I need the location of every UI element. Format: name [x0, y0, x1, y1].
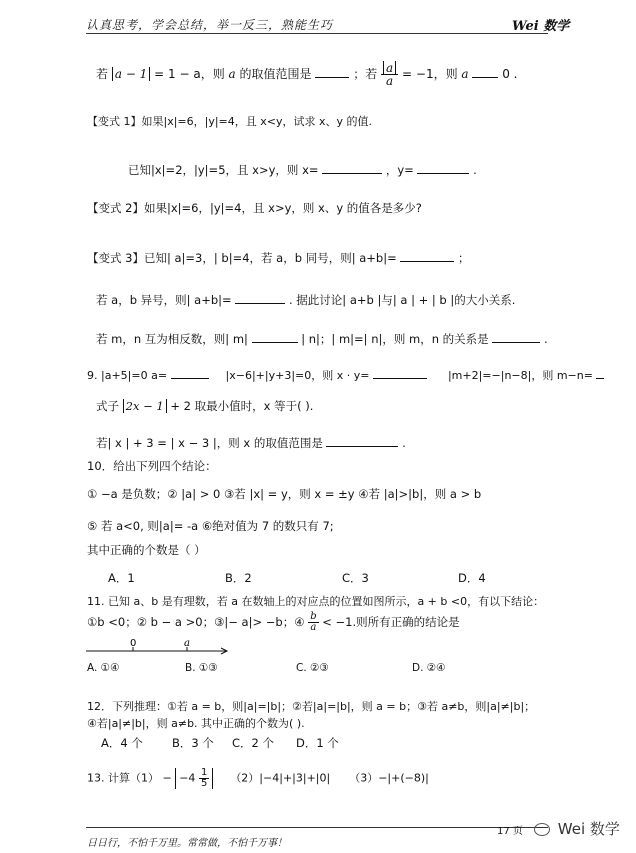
q1-fraction: $\frac{a}{a}$ — [381, 62, 398, 87]
q13-abs-mixed: −4 $\frac{1}{5}$ — [175, 768, 213, 789]
range-line: 若| x | + 3 = | x − 3 |，则 x 的取值范围是 . — [96, 436, 406, 450]
axis-zero-label: 0 — [130, 638, 137, 649]
q1-blank-2[interactable] — [472, 65, 498, 78]
q11-option-c[interactable]: C. ②③ — [296, 662, 329, 674]
q11-option-b[interactable]: B. ①③ — [185, 662, 218, 674]
wechat-icon — [534, 823, 550, 836]
q12-option-d[interactable]: D．1 个 — [296, 736, 339, 750]
q9-blank-c[interactable] — [596, 366, 604, 379]
q12-option-b[interactable]: B．3 个 — [172, 736, 214, 750]
mn-line: 若 m，n 互为相反数，则| m| | n|；| m|=| n|，则 m，n 的关系是 . — [96, 332, 548, 346]
q10-option-a[interactable]: A．1 — [108, 571, 135, 585]
min-line: 式子 2x − 1 + 2 取最小值时，x 等于( ). — [96, 399, 314, 413]
mn-blank-1[interactable] — [252, 330, 298, 343]
variant3-blank[interactable] — [400, 249, 454, 262]
variant-2: 【变式 2】如果|x|=6，|y|=4，且 x>y，则 x、y 的值各是多少? — [87, 201, 422, 215]
q9-blank-b[interactable] — [373, 366, 427, 379]
q11-option-a[interactable]: A. ①④ — [87, 662, 120, 674]
q9-line: 9. |a+5|=0 a= |x−6|+|y+3|=0，则 x · y= |m+2|=−|n−8|，则 m−n= — [87, 366, 604, 383]
number-line — [86, 637, 236, 661]
q10-option-d[interactable]: D．4 — [458, 571, 486, 585]
q1-line: 若 a − 1 = 1 − a，则 a 的取值范围是 ；若 $\frac{a}{a}$ = −1，则 a 0 . — [96, 61, 518, 88]
q12-option-c[interactable]: C．2 个 — [232, 736, 275, 750]
q9-blank-a[interactable] — [171, 366, 209, 379]
q11-fraction: $\frac{b}{a}$ — [310, 611, 317, 633]
q13-line: 13. 计算（1） − −4 $\frac{1}{5}$ （2）|−4|+|3|+|0| （3）−|+(−8)| — [87, 767, 429, 789]
axis-a-label: a — [184, 638, 190, 649]
q11-line-1: ①b <0；② b − a >0；③|− a|> −b；④ $\frac{b}{a}$ < −1.则所有正确的结论是 — [87, 611, 460, 633]
header-rule — [86, 33, 548, 34]
q12-line-1: 12．下列推理：①若 a = b，则|a|=|b|；②若|a|=|b|，则 a = b；③若 a≠b，则|a|≠|b|； — [87, 700, 536, 713]
variant-1: 【变式 1】如果|x|=6，|y|=4，且 x<y，试求 x、y 的值. — [87, 115, 373, 128]
q1-blank-1[interactable] — [315, 65, 349, 78]
range-blank[interactable] — [326, 434, 398, 447]
q11-option-d[interactable]: D. ②④ — [412, 662, 446, 674]
footer-slogan: 日日行，不怕千万里。常常做，不怕千万事！ — [87, 838, 287, 849]
variant-3: 【变式 3】已知| a|=3，| b|=4，若 a，b 同号，则| a+b|= ； — [87, 251, 470, 265]
q1-abs-expr: a − 1 — [112, 67, 150, 81]
q10-line-2: ⑤ 若 a<0, 则|a|= -a ⑥绝对值为 7 的数只有 7; — [87, 519, 334, 533]
q12-option-a[interactable]: A．4 个 — [101, 736, 143, 750]
footer-rule — [86, 827, 548, 828]
given-line-1: 已知|x|=2，|y|=5，且 x>y，则 x= ，y= . — [128, 163, 477, 177]
q11-stem: 11. 已知 a、b 是有理数，若 a 在数轴上的对应点的位置如图所示，a + b <0，有以下结论： — [87, 595, 545, 608]
header-brand: Wei 数学 — [512, 19, 570, 34]
header-motto: 认真思考，学会总结，举一反三，熟能生巧 — [86, 18, 334, 32]
q10-option-b[interactable]: B．2 — [225, 571, 252, 585]
given-blank-y[interactable] — [417, 161, 469, 174]
opp-sign-line: 若 a，b 异号，则| a+b|= . 据此讨论| a+b |与| a | + | b |的大小关系. — [96, 293, 516, 307]
q12-line-2: ④若|a|≠|b|，则 a≠b. 其中正确的个数为( ). — [87, 717, 305, 730]
q10-stem: 10．给出下列四个结论： — [87, 459, 217, 473]
q10-line-1: ① −a 是负数；② |a| > 0 ③若 |x| = y，则 x = ±y ④若 |a|>|b|，则 a > b — [87, 487, 482, 501]
mn-blank-2[interactable] — [492, 330, 540, 343]
given-blank-x[interactable] — [322, 161, 382, 174]
q10-line-3: 其中正确的个数是（ ） — [87, 543, 206, 557]
opp-sign-blank[interactable] — [235, 291, 285, 304]
watermark: Wei 数学 — [534, 818, 620, 839]
q10-option-c[interactable]: C．3 — [342, 571, 369, 585]
page-number: 17 页 — [497, 826, 523, 837]
